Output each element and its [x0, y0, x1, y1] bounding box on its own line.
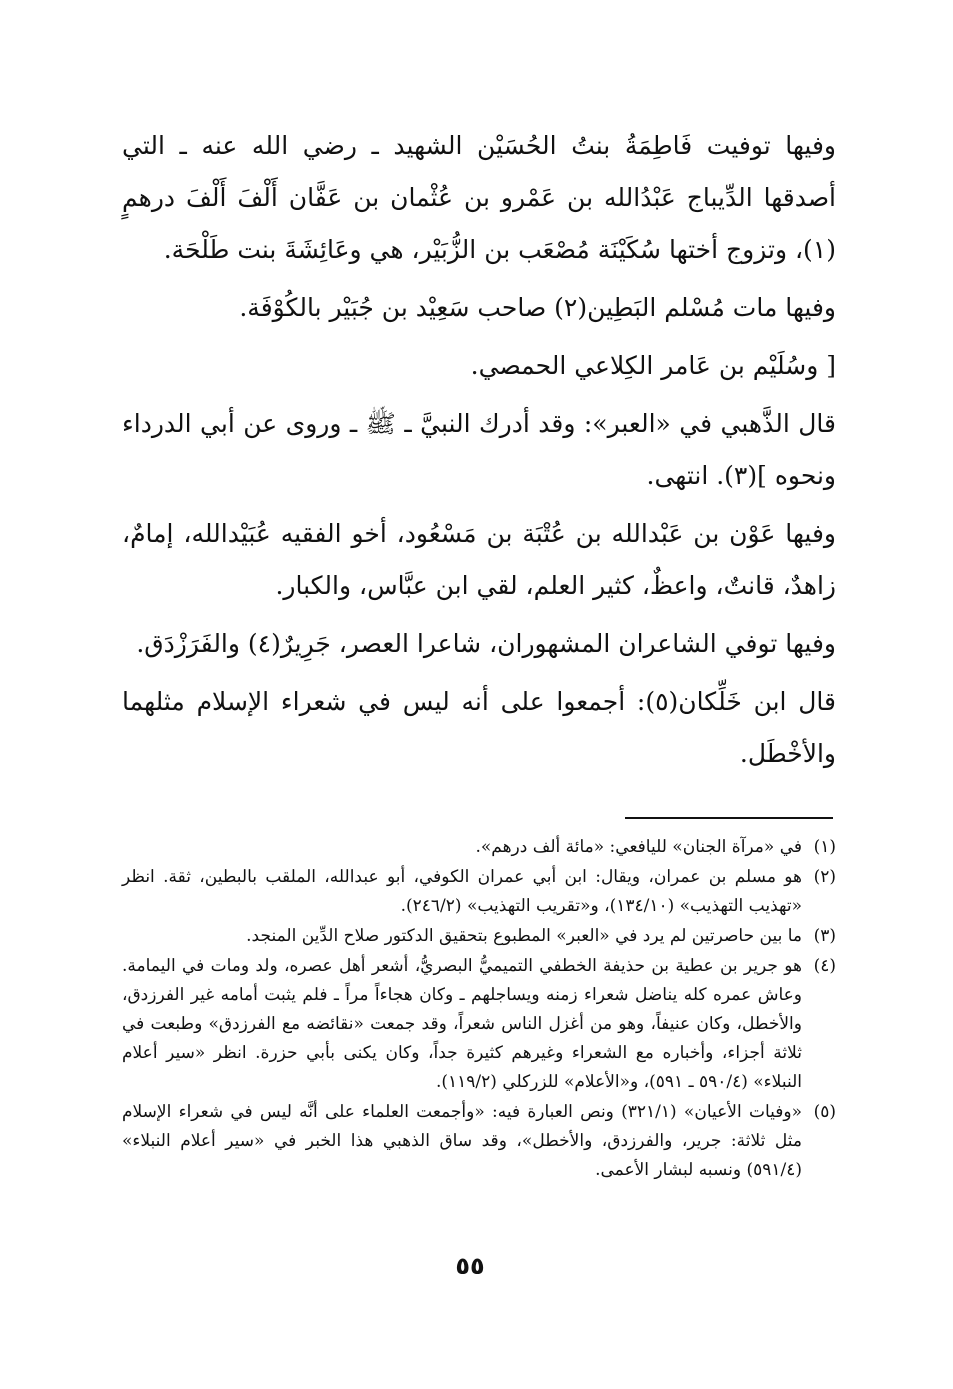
- paragraph-fatima: وفيها توفيت فَاطِمَةُ بنتُ الحُسَيْن الشهيد ـ رضي الله عنه ـ التي أصدقها الدِّيباج عَبْدُالله بن عَمْرو بن عُثْمان بن عَفَّان أَلْفَ أَلْفَ درهمٍ (١)، وتزوج أختها سُكَيْنَة مُصْعَب بن الزُّبَيْر، هي وعَائِشَةَ بنت طَلْحَة.: [122, 131, 836, 264]
- footnote-number: (٤): [813, 956, 836, 976]
- footnotes: [122, 833, 836, 1186]
- main-text: [122, 120, 836, 786]
- paragraph-dhahabi-quote: قال الذَّهبي في «العبر»: وقد أدرك النبيَّ ـ ﷺ ـ وروى عن أبي الدرداء ونحوه ](٣). انتهى.: [122, 409, 836, 490]
- footnote-3: [122, 922, 836, 951]
- footnote-text: في «مرآة الجنان» لليافعي: «مائة ألف درهم».: [475, 837, 802, 857]
- footnote-number: (١): [813, 837, 836, 857]
- page-number: ٥٥: [455, 1252, 485, 1280]
- paragraph-awn: وفيها عَوْن بن عَبْدالله بن عُتْبَة بن مَسْعُود، أخو الفقيه عُبَيْدالله، إمامٌ، زاهدٌ، قانتٌ، واعظٌ، كثير العلم، لقي ابن عبَّاس، والكبار.: [122, 519, 836, 600]
- footnote-text: «وفيات الأعيان» (٣٢١/١) ونص العبارة فيه: «وأجمعت العلماء على أنَّه ليس في شعراء الإسلام مثل ثلاثة: جرير، والفرزدق، والأخطل»، وقد ساق الذهبي هذا الخبر في «سير أعلام النبلاء» (٥٩١/٤) ونسبه لبشار الأعمى.: [122, 1102, 802, 1180]
- paragraph-muslim-albatin: وفيها مات مُسْلم البَطِين(٢) صاحب سَعِيْد بن جُبَيْر بالكُوْفَة.: [239, 293, 836, 322]
- footnote-number: (٢): [813, 867, 836, 887]
- footnote-2: [122, 863, 836, 921]
- footnote-1: [122, 833, 836, 862]
- footnote-text: هو جرير بن عطية بن حذيفة الخطفي التميميُّ البصريُّ، أشعر أهل عصره، ولد ومات في اليمامة. وعاش عمره كله يناضل شعراء زمنه ويساجلهم ـ وكان هجاءاً مراً ـ فلم يثبت أمامه غير الفرزدق، والأخطل، وكان عنيفاً، وهو من أغزل الناس شعراً، وقد جمعت «نقائضه مع الفرزدق» وطبعت في ثلاثة أجزاء، وأخباره مع الشعراء وغيرهم كثيرة جداً، وكان يكنى بأبي حزرة. انظر «سير أعلام النبلاء» (٥٩٠/٤ ـ ٥٩١)، و«الأعلام» للزركلي (١١٩/٢).: [122, 956, 802, 1092]
- paragraph-poets: وفيها توفي الشاعران المشهوران، شاعرا العصر، جَرِيرٌ(٤) والفَرَزْدَق.: [136, 629, 836, 658]
- footnote-number: (٥): [813, 1102, 836, 1122]
- footnote-5: [122, 1098, 836, 1185]
- footnote-number: (٣): [813, 926, 836, 946]
- footnote-4: [122, 952, 836, 1097]
- footnote-text: هو مسلم بن عمران، ويقال: ابن أبي عمران الكوفي، أبو عبدالله، الملقب بالبطين، ثقة. انظر «تهذيب التهذيب» (١٣٤/١٠)، و«تقريب التهذيب» (٢٤٦/٢).: [122, 867, 802, 916]
- paragraph-ibn-khallikan: قال ابن خَلِّكان(٥): أجمعوا على أنه ليس في شعراء الإسلام مثلهما والأخْطَل.: [122, 687, 836, 768]
- footnote-divider: [625, 817, 833, 819]
- footnote-text: ما بين حاصرتين لم يرد في «العبر» المطبوع بتحقيق الدكتور صلاح الدِّين المنجد.: [246, 926, 802, 946]
- paragraph-sulaym: [ وسُلَيْم بن عَامر الكِلاعي الحمصي.: [470, 351, 836, 380]
